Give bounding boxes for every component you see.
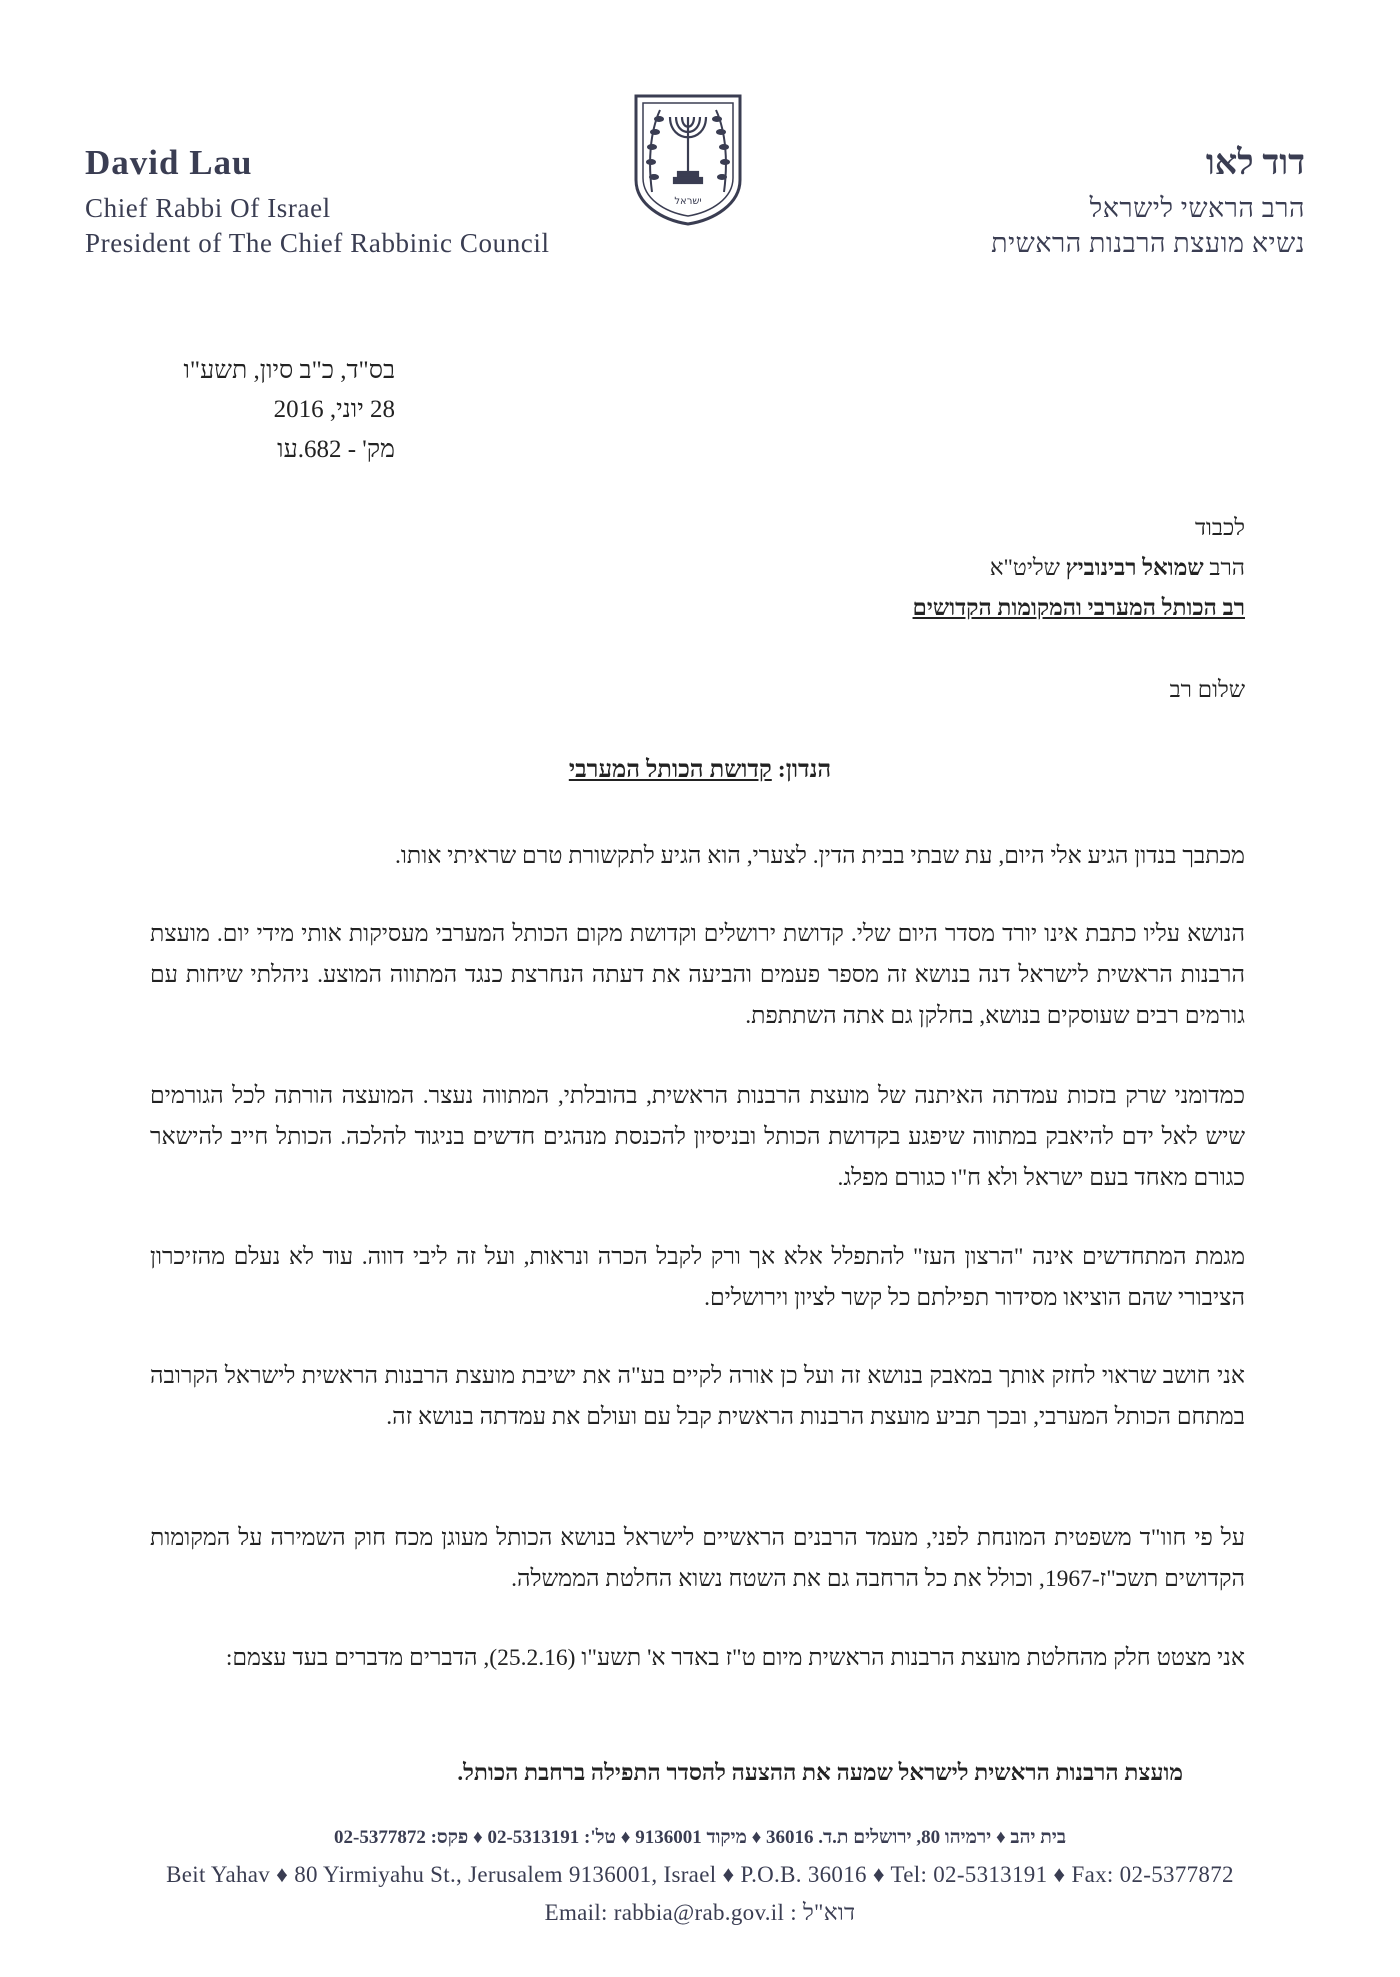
paragraph-4: מגמת המתחדשים אינה "הרצון העז" להתפלל אלא אך ורק לקבל הכרה ונראות, ועל זה ליבי דווה. עוד לא נעלם מהזיכרון הציבורי שהם הוציאו מסידור תפילתם כל קשר לציון וירושלים. xyxy=(150,1244,1245,1311)
reference-number: מק' - 682.עו xyxy=(277,436,395,463)
greeting: שלום רב xyxy=(1169,677,1245,702)
subject-text: קדושת הכותל המערבי xyxy=(568,757,772,783)
paragraph-5: אני חושב שראוי לחזק אותך במאבק בנושא זה ועל כן אורה לקיים בע"ה את ישיבת מועצת הרבנות הראשית לישראל הקרובה במתחם הכותל המערבי, ובכך תביע מועצת הרבנות הראשית קבל עם ועולם את עמדתה בנושא זה. xyxy=(150,1363,1245,1430)
paragraph-6: על פי חוו"ד משפטית המונחת לפני, מעמד הרבנים הראשיים לישראל בנושא הכותל מעוגן מכח חוק השמירה על המקומות הקדושים תשכ"ז-1967, וכולל את כל הרחבה גם את השטח נשוא החלטת הממשלה. xyxy=(150,1525,1245,1592)
quoted-decision: מועצת הרבנות הראשית לישראל שמעה את ההצעה להסדר התפילה ברחבת הכותל. xyxy=(457,1760,1183,1785)
hebrew-title: הרב הראשי לישראל xyxy=(1089,193,1305,223)
state-emblem-icon xyxy=(632,92,744,226)
subject-label: הנדון: xyxy=(777,757,832,783)
english-council-title: President of The Chief Rabbinic Council xyxy=(85,228,550,258)
gregorian-date: 28 יוני, 2016 xyxy=(273,396,395,423)
paragraph-7: אני מצטט חלק מהחלטת מועצת הרבנות הראשית מיום ט"ז באדר א' תשע"ו (25.2.16), הדברים מדברים בעד עצמם: xyxy=(225,1645,1245,1671)
paragraph-2: הנושא עליו כתבת אינו יורד מסדר היום שלי. קדושת ירושלים וקדושת מקום הכותל המערבי מעסיקות אותי מידי יום. מועצת הרבנות הראשית לישראל דנה בנושא זה מספר פעמים והביעה את דעתה הנחרצת כנגד המתווה המוצע. ניהלתי שיחות עם גורמים רבים שעוסקים בנושא, בחלקן גם אתה השתתפת. xyxy=(150,921,1245,1029)
footer-email: Email: rabbia@rab.gov.il : דוא"ל xyxy=(544,1900,856,1925)
subject-line xyxy=(0,757,1400,784)
salutation-to: לכבוד xyxy=(1194,515,1245,540)
paragraph-3: כמדומני שרק בזכות עמדתה האיתנה של מועצת הרבנות הראשית, בהובלתי, המתווה נעצר. המועצה הורתה לכל הגורמים שיש לאל ידם להיאבק במתווה שיפגע בקדושת הכותל ובניסיון להכנסת מנהגים חדשים בניגוד להלכה. הכותל חייב להישאר כגורם מאחד בעם ישראל ולא ח"ו כגורם מפלג. xyxy=(150,1083,1245,1191)
hebrew-date: בס"ד, כ"ב סיון, תשע"ו xyxy=(183,357,395,384)
hebrew-name: דוד לאו xyxy=(1205,143,1305,182)
addressee-position: רב הכותל המערבי והמקומות הקדושים xyxy=(912,595,1245,620)
hebrew-council-title: נשיא מועצת הרבנות הראשית xyxy=(991,228,1305,258)
english-name: David Lau xyxy=(85,143,253,182)
addressee-suffix: שליט"א xyxy=(989,555,1060,580)
emblem-caption: ישראל xyxy=(674,196,702,207)
addressee-line xyxy=(990,555,1245,581)
addressee-prefix: הרב xyxy=(1209,555,1245,580)
paragraph-1: מכתבך בנדון הגיע אלי היום, עת שבתי בבית הדין. לצערי, הוא הגיע לתקשורת טרם שראיתי אותו. xyxy=(395,843,1245,869)
footer-english-address: Beit Yahav ♦ 80 Yirmiyahu St., Jerusalem 9136001, Israel ♦ P.O.B. 36016 ♦ Tel: 02-5313191 ♦ Fax: 02-5377872 xyxy=(166,1862,1234,1887)
addressee-name: שמואל רבינוביץ xyxy=(1065,555,1204,580)
english-title: Chief Rabbi Of Israel xyxy=(85,193,331,223)
footer-hebrew-address: בית יהב ♦ ירמיהו 80, ירושלים ת.ד. 36016 ♦ מיקוד 9136001 ♦ טל': 02-5313191 ♦ פקס: 02-5377872 xyxy=(334,1827,1066,1848)
